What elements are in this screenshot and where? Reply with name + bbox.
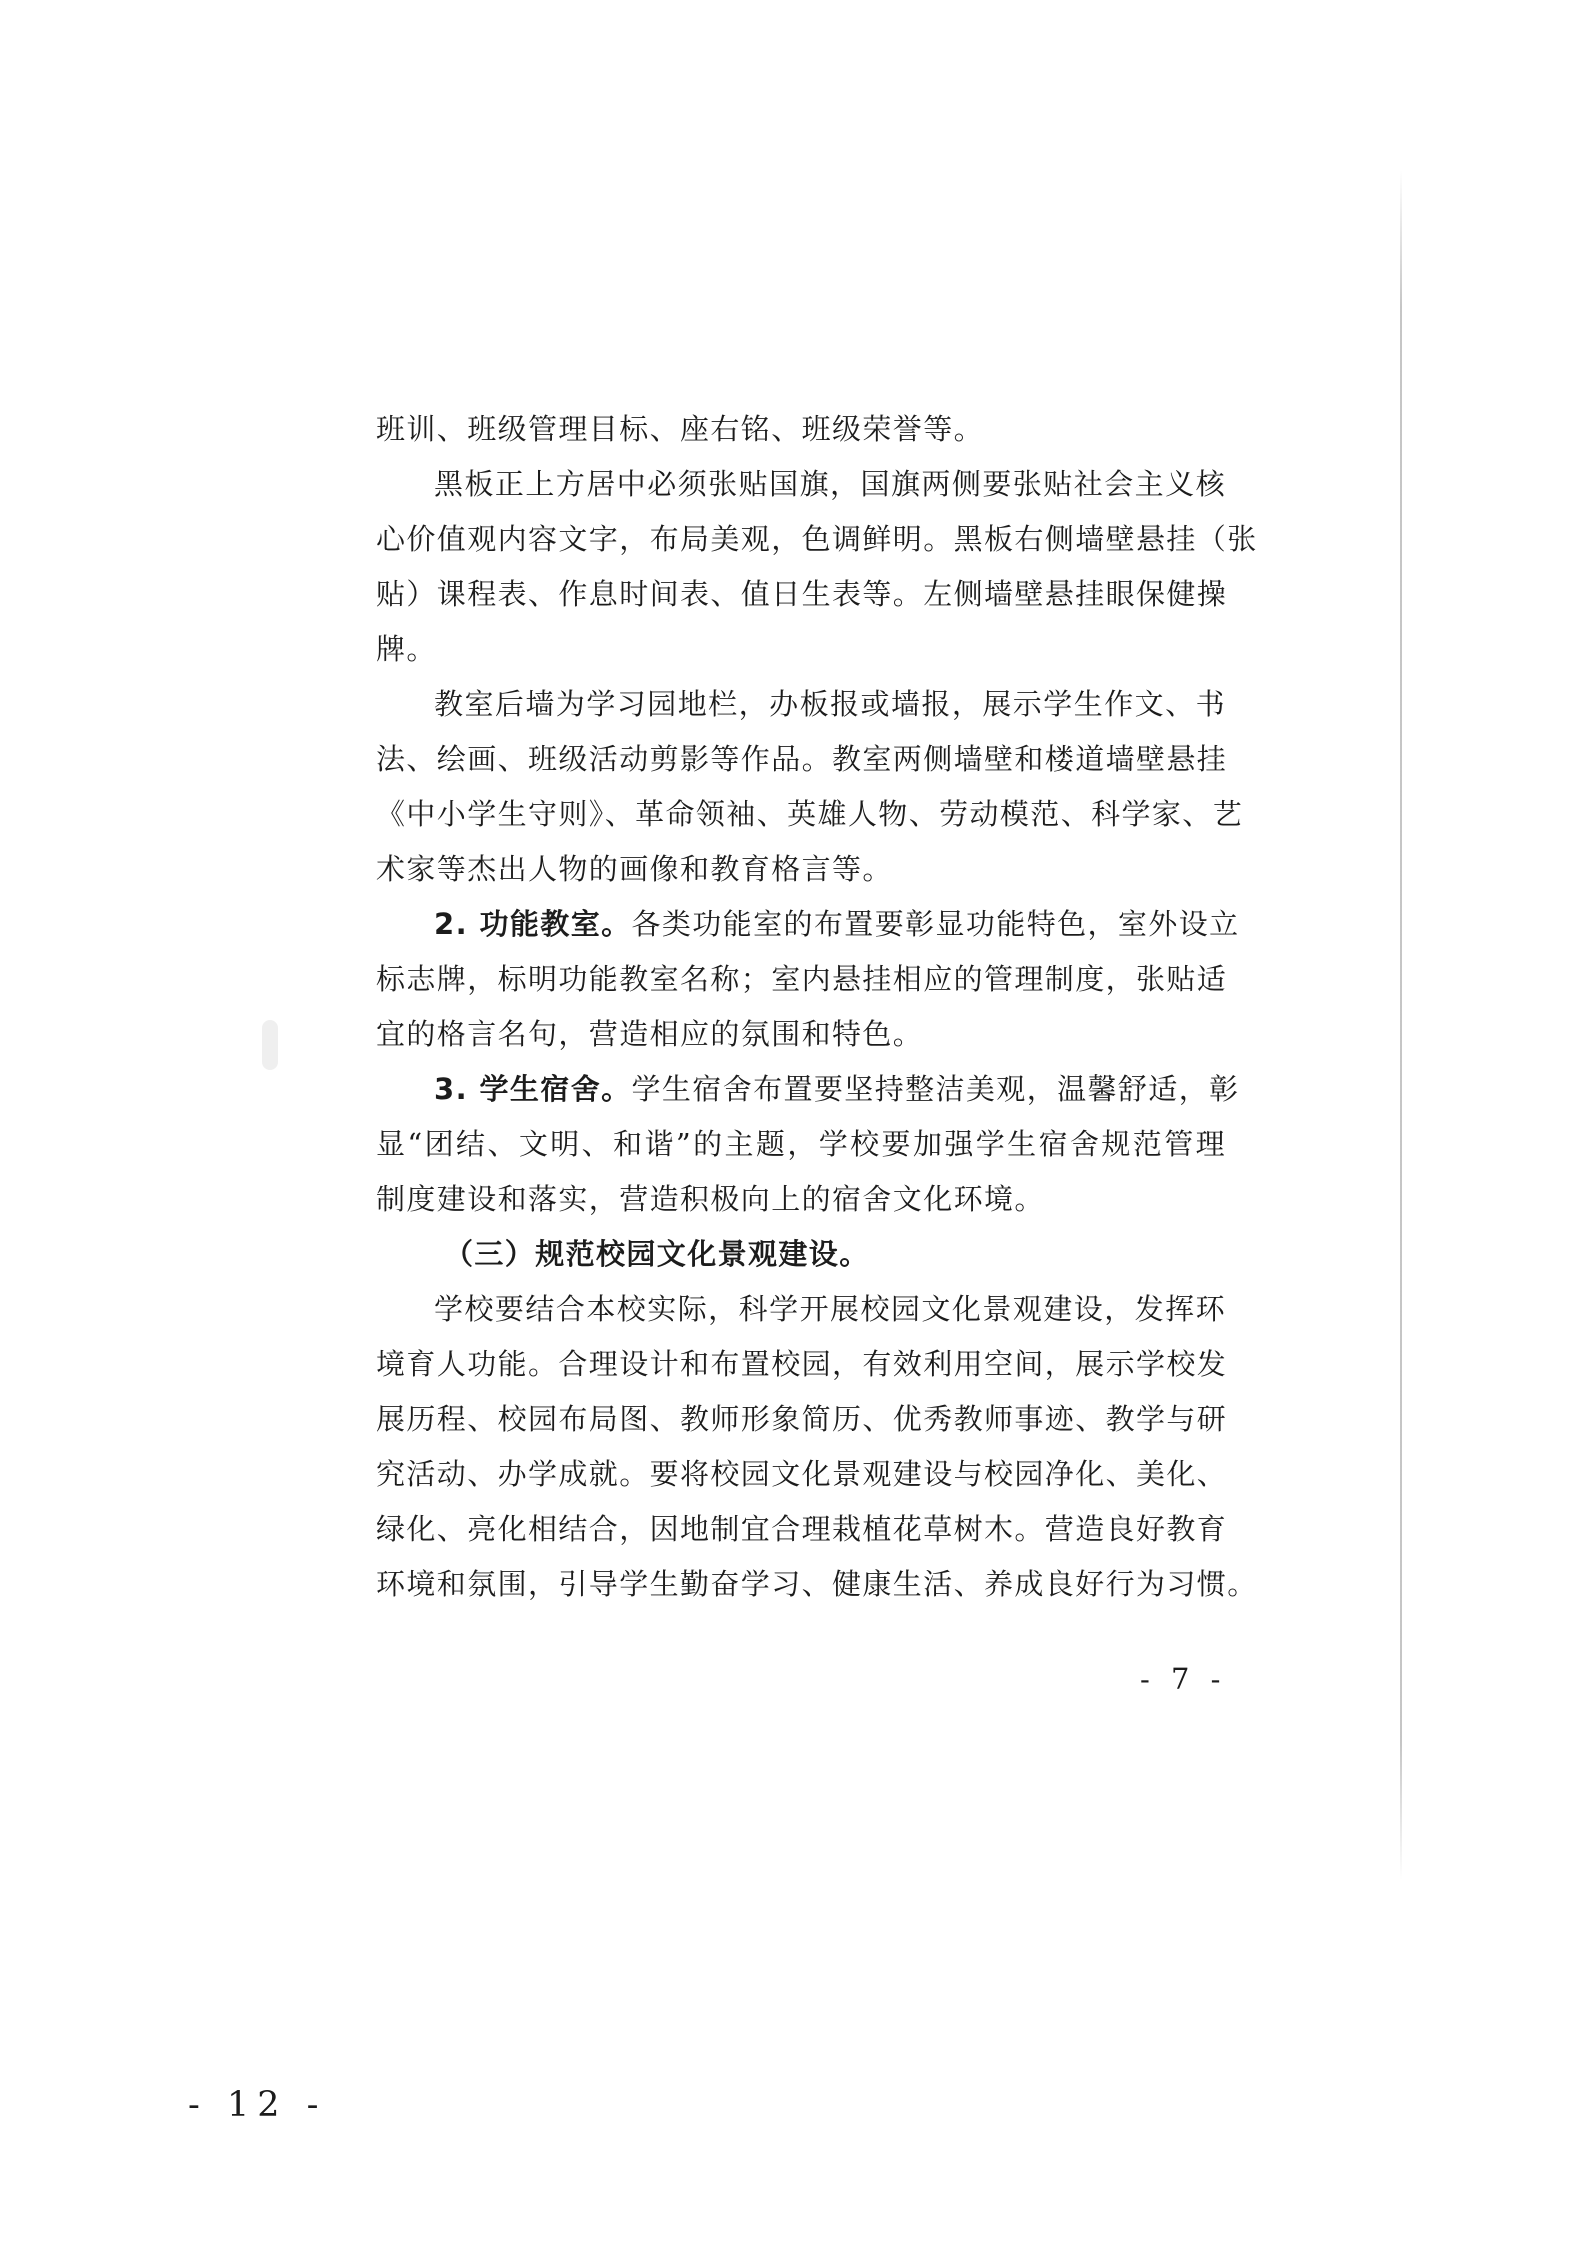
paragraph-3-line-1: 教室后墙为学习园地栏，办板报或墙报，展示学生作文、书 — [434, 687, 1226, 721]
paragraph-4-line-1-text: 各类功能室的布置要彰显功能特色，室外设立 — [631, 907, 1240, 941]
paragraph-1-line-1: 班训、班级管理目标、座右铭、班级荣誉等。 — [376, 412, 985, 446]
paragraph-5-line-1 — [376, 1062, 1240, 1117]
paragraph-6-line-1: 学校要结合本校实际，科学开展校园文化景观建设，发挥环 — [434, 1292, 1226, 1326]
functional-classroom-heading: 2. 功能教室。 — [434, 907, 632, 941]
paragraph-5-line-3: 制度建设和落实，营造积极向上的宿舍文化环境。 — [376, 1182, 1045, 1216]
paragraph-5-line-1-text: 学生宿舍布置要坚持整洁美观，温馨舒适，彰 — [631, 1072, 1240, 1106]
document-body — [376, 402, 1258, 1612]
paragraph-6-line-4: 究活动、办学成就。要将校园文化景观建设与校园净化、美化、 — [376, 1457, 1228, 1491]
paragraph-6-line-2: 境育人功能。合理设计和布置校园，有效利用空间，展示学校发 — [376, 1347, 1228, 1381]
paragraph-6-line-6: 环境和氛围，引导学生勤奋学习、健康生活、养成良好行为习惯。 — [376, 1567, 1258, 1601]
paragraph-2-line-3: 贴）课程表、作息时间表、值日生表等。左侧墙壁悬挂眼保健操 — [376, 577, 1228, 611]
outer-page-number: - 12 - — [188, 2085, 327, 2125]
paragraph-2-line-2: 心价值观内容文字，布局美观，色调鲜明。黑板右侧墙壁悬挂（张 — [376, 522, 1258, 556]
paragraph-3-line-4: 术家等杰出人物的画像和教育格言等。 — [376, 852, 893, 886]
inner-page-number: - 7 - — [1140, 1662, 1227, 1696]
paragraph-3-line-3: 《中小学生守则》、革命领袖、英雄人物、劳动模范、科学家、艺 — [376, 797, 1244, 831]
paragraph-4-line-2: 标志牌，标明功能教室名称；室内悬挂相应的管理制度，张贴适 — [376, 962, 1228, 996]
paragraph-6-line-3: 展历程、校园布局图、教师形象简历、优秀教师事迹、教学与研 — [376, 1402, 1228, 1436]
paragraph-6-line-5: 绿化、亮化相结合，因地制宜合理栽植花草树木。营造良好教育 — [376, 1512, 1228, 1546]
paragraph-2-line-4: 牌。 — [376, 632, 437, 666]
paragraph-3-line-2: 法、绘画、班级活动剪影等作品。教室两侧墙壁和楼道墙壁悬挂 — [376, 742, 1228, 776]
paragraph-2-line-1: 黑板正上方居中必须张贴国旗，国旗两侧要张贴社会主义核 — [434, 467, 1226, 501]
section-heading: （三）规范校园文化景观建设。 — [444, 1237, 870, 1271]
scan-border-line — [1400, 170, 1402, 1880]
paragraph-4-line-1 — [376, 897, 1240, 952]
paragraph-5-line-2: 显“团结、文明、和谐”的主题，学校要加强学生宿舍规范管理 — [376, 1127, 1226, 1161]
student-dormitory-heading: 3. 学生宿舍。 — [434, 1072, 632, 1106]
paragraph-4-line-3: 宜的格言名句，营造相应的氛围和特色。 — [376, 1017, 924, 1051]
scan-smudge — [262, 1020, 278, 1070]
